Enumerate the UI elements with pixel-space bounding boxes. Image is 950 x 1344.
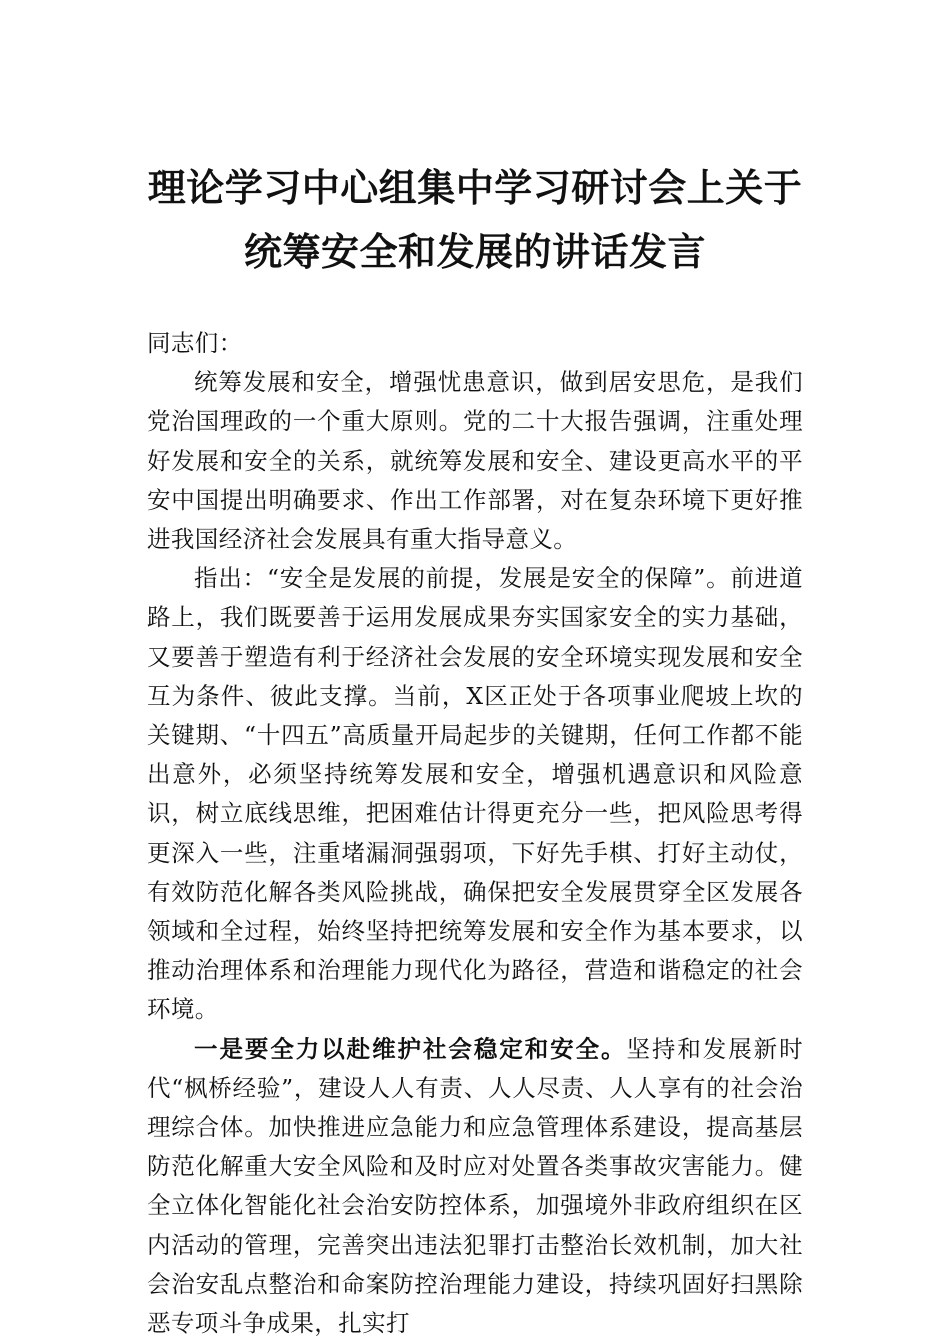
document-body	[147, 324, 803, 1343]
document-title: 理论学习中心组集中学习研讨会上关于统筹安全和发展的讲话发言	[147, 165, 803, 274]
paragraph-1	[147, 363, 803, 559]
paragraph-lead: 一是要全力以赴维护社会稳定和安全。	[194, 1034, 627, 1063]
salutation: 同志们：	[147, 329, 243, 357]
paragraph-text: 统筹发展和安全，增强忧患意识，做到居安思危，是我们党治国理政的一个重大原则。党的二十大报告强调，注重处理好发展和安全的关系，就统筹发展和安全、建设更高水平的平安中国提出明确要求、作出工作部署，对在复杂环境下更好推进我国经济社会发展具有重大指导意义。	[147, 368, 803, 554]
paragraph-3	[147, 1030, 803, 1344]
paragraph-2	[147, 559, 803, 1029]
paragraph-text: 坚持和发展新时代“枫桥经验”，建设人人有责、人人尽责、人人享有的社会治理综合体。加快推进应急能力和应急管理体系建设，提高基层防范化解重大安全风险和及时应对处置各类事故灾害能力。健全立体化智能化社会治安防控体系，加强境外非政府组织在区内活动的管理，完善突出违法犯罪打击整治长效机制，加大社会治安乱点整治和命案防控治理能力建设，持续巩固好扫黑除恶专项斗争成果，扎实打	[147, 1034, 803, 1338]
paragraph-text: 指出：“安全是发展的前提，发展是安全的保障”。前进道路上，我们既要善于运用发展成果夯实国家安全的实力基础，又要善于塑造有利于经济社会发展的安全环境实现发展和安全互为条件、彼此支撑。当前，X区正处于各项事业爬坡上坎的关键期、“十四五”高质量开局起步的关键期，任何工作都不能出意外，必须坚持统筹发展和安全，增强机遇意识和风险意识，树立底线思维，把困难估计得更充分一些，把风险思考得更深入一些，注重堵漏洞强弱项，下好先手棋、打好主动仗，有效防范化解各类风险挑战，确保把安全发展贯穿全区发展各领域和全过程，始终坚持把统筹发展和安全作为基本要求，以推动治理体系和治理能力现代化为路径，营造和谐稳定的社会环境。	[147, 564, 803, 1024]
